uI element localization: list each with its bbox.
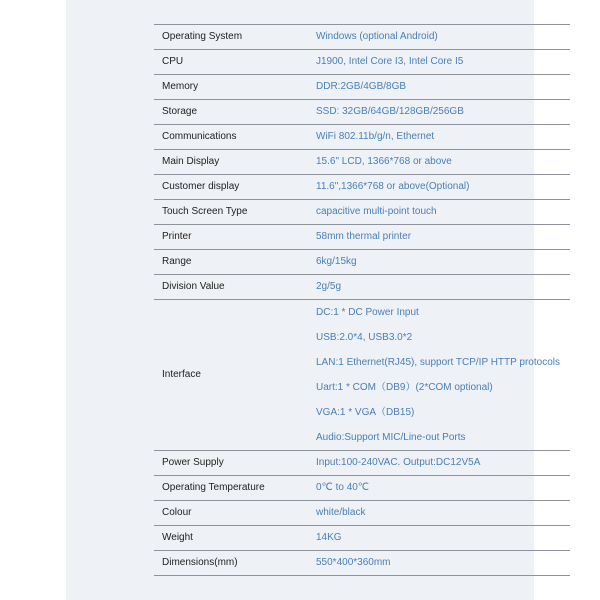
spec-label: Range (154, 250, 308, 275)
spec-value: 0℃ to 40℃ (308, 476, 570, 501)
spec-label: Memory (154, 75, 308, 100)
interface-line: LAN:1 Ethernet(RJ45), support TCP/IP HTTP protocols (316, 357, 560, 368)
spec-value: 6kg/15kg (308, 250, 570, 275)
spec-value: 15.6" LCD, 1366*768 or above (308, 150, 570, 175)
table-row (154, 25, 570, 50)
spec-table (154, 24, 570, 576)
table-row (154, 250, 570, 275)
table-row (154, 200, 570, 225)
spec-label: Interface (154, 300, 308, 451)
spec-value: 11.6",1366*768 or above(Optional) (308, 175, 570, 200)
spec-label: Customer display (154, 175, 308, 200)
spec-label: Touch Screen Type (154, 200, 308, 225)
spec-label: Storage (154, 100, 308, 125)
table-row (154, 100, 570, 125)
table-row (154, 225, 570, 250)
table-row (154, 275, 570, 300)
spec-label: Weight (154, 526, 308, 551)
spec-label: Operating Temperature (154, 476, 308, 501)
table-row (154, 125, 570, 150)
spec-label: Division Value (154, 275, 308, 300)
table-row (154, 526, 570, 551)
table-row (154, 75, 570, 100)
spec-value: 2g/5g (308, 275, 570, 300)
spec-label: Dimensions(mm) (154, 551, 308, 576)
spec-value: capacitive multi-point touch (308, 200, 570, 225)
spec-label: Printer (154, 225, 308, 250)
spec-value: white/black (308, 501, 570, 526)
spec-label: Power Supply (154, 451, 308, 476)
spec-value: SSD: 32GB/64GB/128GB/256GB (308, 100, 570, 125)
spec-value: 550*400*360mm (308, 551, 570, 576)
spec-label: Operating System (154, 25, 308, 50)
spec-value: 58mm thermal printer (308, 225, 570, 250)
table-row (154, 501, 570, 526)
spec-label: Colour (154, 501, 308, 526)
spec-label: Main Display (154, 150, 308, 175)
interface-line: Audio:Support MIC/Line-out Ports (316, 432, 466, 443)
interface-line: VGA:1 * VGA（DB15) (316, 407, 415, 418)
table-row (154, 150, 570, 175)
table-row (154, 451, 570, 476)
spec-value: J1900, Intel Core I3, Intel Core I5 (308, 50, 570, 75)
table-row (154, 551, 570, 576)
spec-value: Input:100-240VAC. Output:DC12V5A (308, 451, 570, 476)
interface-line: Uart:1 * COM（DB9）(2*COM optional) (316, 382, 493, 393)
spec-value: 14KG (308, 526, 570, 551)
spec-value: DDR:2GB/4GB/8GB (308, 75, 570, 100)
spec-value: Windows (optional Android) (308, 25, 570, 50)
table-row (154, 476, 570, 501)
interface-value-list (308, 300, 570, 451)
table-row (154, 50, 570, 75)
spec-value: WiFi 802.11b/g/n, Ethernet (308, 125, 570, 150)
interface-row (154, 300, 570, 451)
spec-label: CPU (154, 50, 308, 75)
spec-label: Communications (154, 125, 308, 150)
interface-line: USB:2.0*4, USB3.0*2 (316, 332, 413, 343)
table-row (154, 175, 570, 200)
interface-line: DC:1 * DC Power Input (316, 307, 419, 318)
spec-panel (66, 0, 560, 600)
